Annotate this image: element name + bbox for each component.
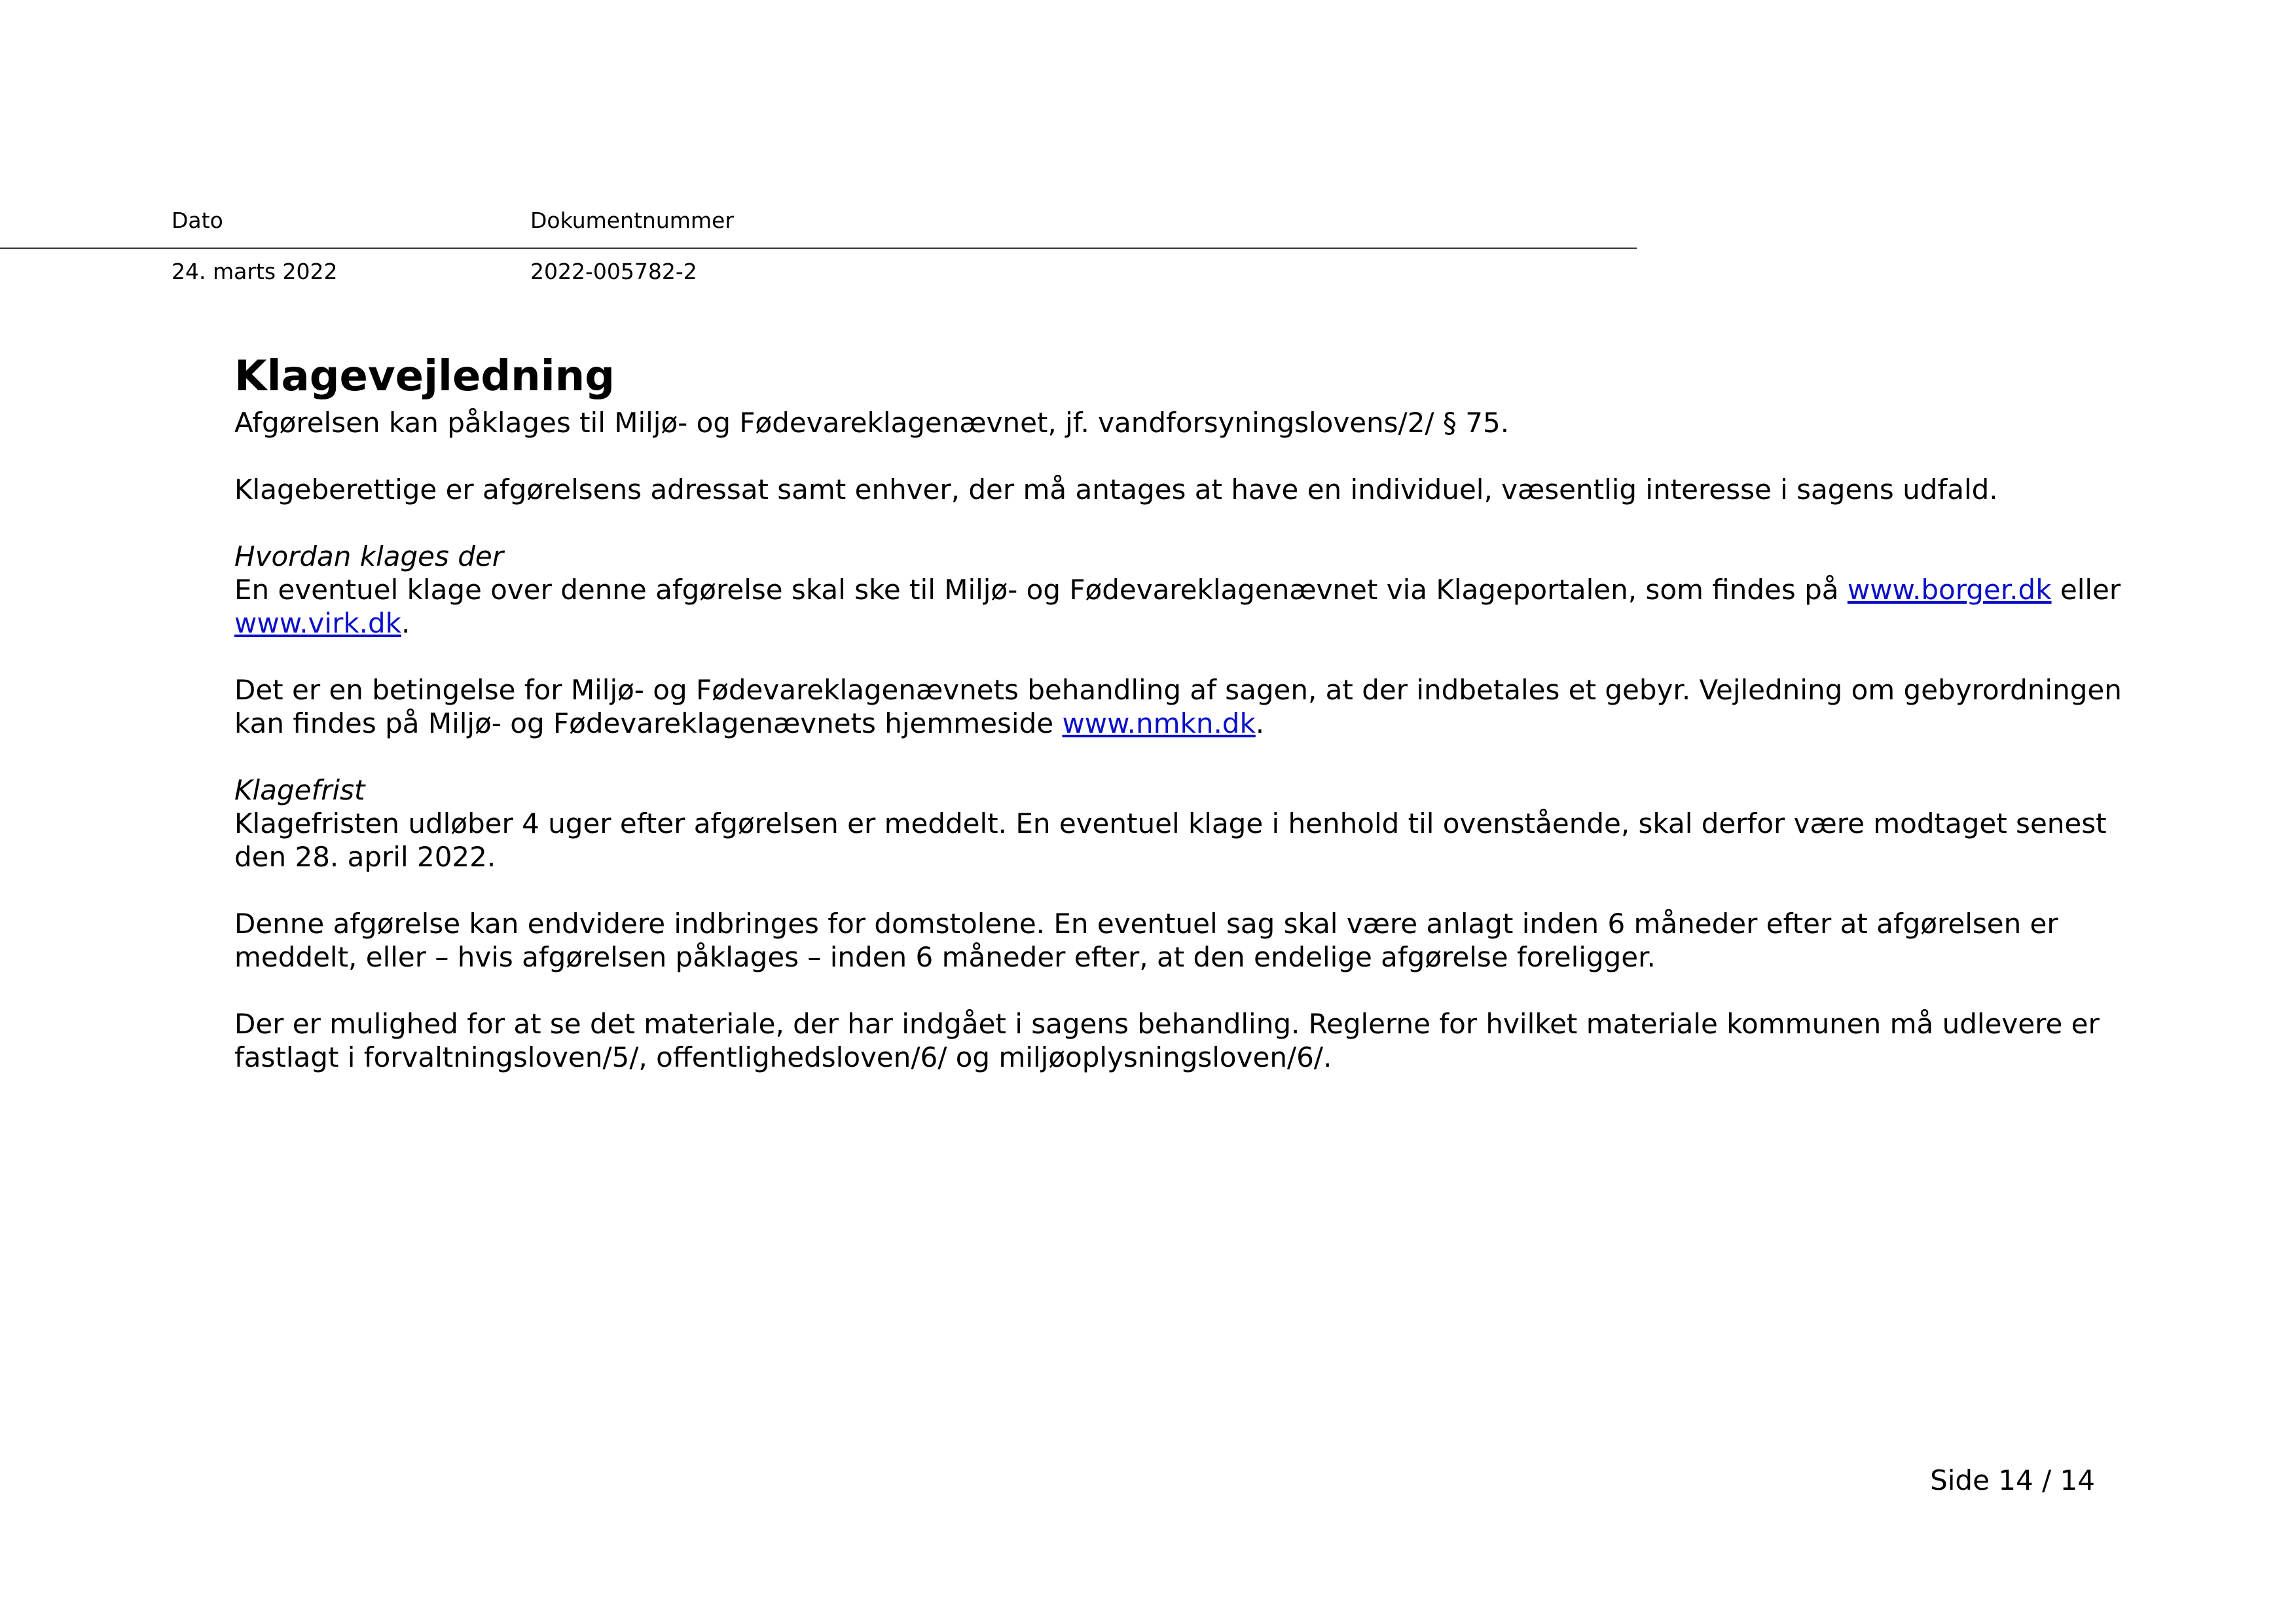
paragraph-appeal-body: Afgørelsen kan påklages til Miljø- og Fødevareklagenævnet, jf. vandforsyningslovens/2/ § 75. xyxy=(234,407,1510,439)
subheading-how-to-appeal: Hvordan klages der xyxy=(234,540,503,572)
deadline-text: Klagefristen udløber 4 uger efter afgørelsen er meddelt. En eventuel klage i henhold til ovenstående, skal derfor være modtaget senest den 28. april 2022. xyxy=(234,807,2107,873)
virk-link[interactable]: www.virk.dk xyxy=(234,607,401,639)
paragraph-access: Der er mulighed for at se det materiale, der har indgået i sagens behandling. Reglerne for hvilket materiale kommunen må udlevere er fastlagt i forvaltningsloven/5/, offentlighedsloven/6/ og miljøoplysningsloven/6/. xyxy=(234,1008,2100,1073)
how-to-appeal-text-between: eller xyxy=(2051,574,2121,606)
paragraph-court: Denne afgørelse kan endvidere indbringes for domstolene. En eventuel sag skal være anlagt inden 6 måneder efter at afgørelsen er meddelt, eller – hvis afgørelsen påklages – inden 6 måneder efter, at den endelige afgørelse foreligger. xyxy=(234,908,2058,973)
section-how-to-appeal xyxy=(234,540,2133,640)
fee-text-end: . xyxy=(1255,707,1265,739)
paragraph-fee xyxy=(234,673,2133,740)
document-body xyxy=(234,347,2133,1107)
page-title: Klagevejledning xyxy=(234,352,615,401)
borger-link[interactable]: www.borger.dk xyxy=(1847,574,2052,606)
page-number: Side 14 / 14 xyxy=(1930,1464,2095,1496)
header-divider xyxy=(0,248,1637,249)
date-label: Dato xyxy=(172,208,223,233)
paragraph-eligibility: Klageberettige er afgørelsens adressat samt enhver, der må antages at have en individuel, væsentlig interesse i sagens udfald. xyxy=(234,473,1998,506)
subheading-deadline: Klagefrist xyxy=(234,774,365,806)
nmkn-link[interactable]: www.nmkn.dk xyxy=(1062,707,1256,739)
how-to-appeal-text: En eventuel klage over denne afgørelse skal ske til Miljø- og Fødevareklagenævnet via Klageportalen, som findes på xyxy=(234,574,1848,606)
document-number-value: 2022-005782-2 xyxy=(530,259,697,284)
how-to-appeal-text-end: . xyxy=(401,607,410,639)
fee-text: Det er en betingelse for Miljø- og Fødevareklagenævnets behandling af sagen, at der indbetales et gebyr. Vejledning om gebyrordningen kan findes på Miljø- og Fødevareklagenævnets hjemmeside xyxy=(234,674,2122,739)
date-value: 24. marts 2022 xyxy=(172,259,338,284)
section-deadline xyxy=(234,773,2133,874)
document-number-label: Dokumentnummer xyxy=(530,208,734,233)
